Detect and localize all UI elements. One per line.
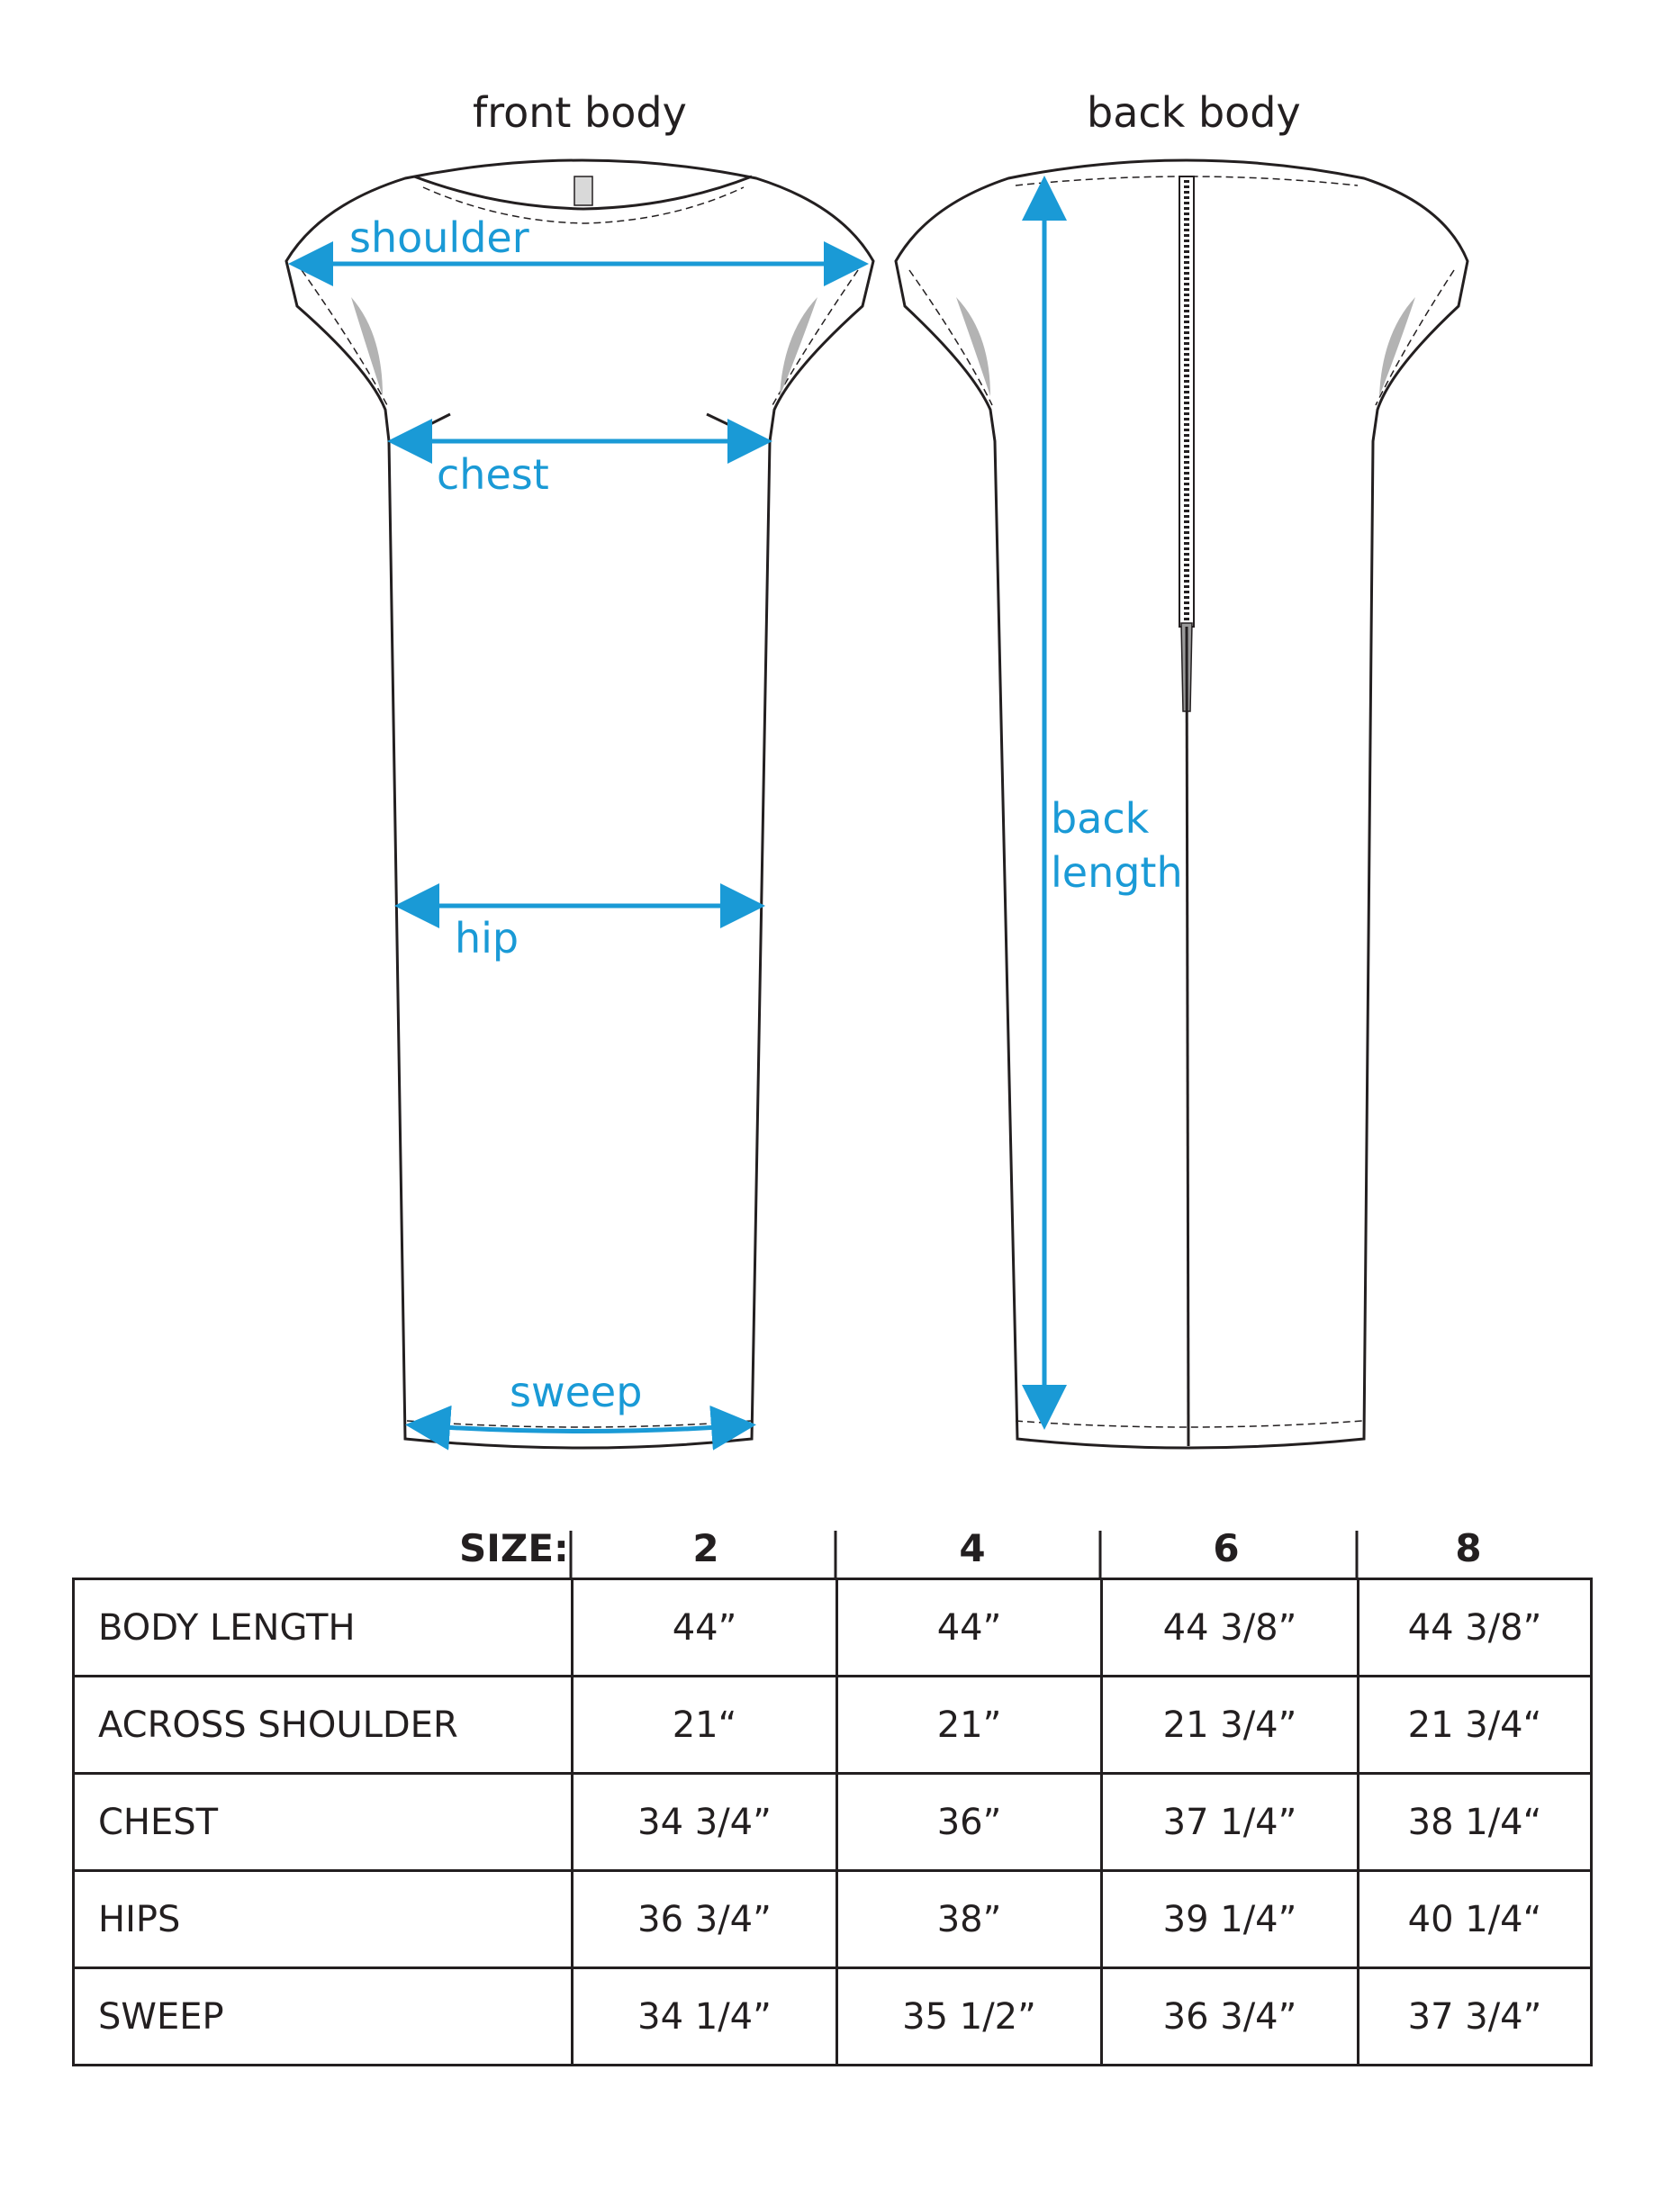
size-header-2: 2 — [692, 1526, 719, 1570]
table-cell: 38 1/4“ — [1359, 1774, 1592, 1871]
back-length-label — [1051, 792, 1183, 900]
front-body-title: front body — [473, 88, 687, 137]
chest-label: chest — [437, 450, 549, 499]
table-cell: 38” — [837, 1871, 1102, 1968]
table-cell: 36” — [837, 1774, 1102, 1871]
size-header-8: 8 — [1455, 1526, 1482, 1570]
size-header-6: 6 — [1213, 1526, 1240, 1570]
table-cell: 21 3/4” — [1102, 1677, 1359, 1774]
table-cell: 37 3/4” — [1359, 1968, 1592, 2066]
table-cell: 35 1/2” — [837, 1968, 1102, 2066]
size-label: SIZE: — [459, 1526, 569, 1570]
table-row — [74, 1968, 1592, 2066]
table-row — [74, 1677, 1592, 1774]
back-zipper-visible — [574, 176, 592, 205]
back-center-seam — [1187, 627, 1188, 1446]
back-length-label-line1: back — [1051, 794, 1150, 843]
row-label-chest: CHEST — [74, 1774, 573, 1871]
back-length-label-line2: length — [1051, 847, 1183, 897]
row-label-across-shoulder: ACROSS SHOULDER — [74, 1677, 573, 1774]
table-cell: 21 3/4“ — [1359, 1677, 1592, 1774]
table-cell: 21“ — [573, 1677, 837, 1774]
table-cell: 36 3/4” — [573, 1871, 837, 1968]
front-body-drawing — [286, 160, 873, 1448]
table-cell: 21” — [837, 1677, 1102, 1774]
table-cell: 44 3/8” — [1359, 1579, 1592, 1677]
sweep-label: sweep — [510, 1368, 643, 1416]
back-body-title: back body — [1087, 88, 1301, 137]
table-cell: 44” — [837, 1579, 1102, 1677]
size-chart-table — [72, 1578, 1593, 2066]
table-row — [74, 1871, 1592, 1968]
table-cell: 44 3/8” — [1102, 1579, 1359, 1677]
table-cell: 36 3/4” — [1102, 1968, 1359, 2066]
table-cell: 39 1/4” — [1102, 1871, 1359, 1968]
hip-label: hip — [455, 914, 519, 963]
shoulder-label: shoulder — [349, 213, 529, 262]
row-label-hips: HIPS — [74, 1871, 573, 1968]
table-cell: 44” — [573, 1579, 837, 1677]
table-cell: 34 1/4” — [573, 1968, 837, 2066]
row-label-sweep: SWEEP — [74, 1968, 573, 2066]
table-row — [74, 1579, 1592, 1677]
table-cell: 34 3/4” — [573, 1774, 837, 1871]
size-header-4: 4 — [959, 1526, 986, 1570]
table-row — [74, 1774, 1592, 1871]
table-cell: 40 1/4“ — [1359, 1871, 1592, 1968]
row-label-body-length: BODY LENGTH — [74, 1579, 573, 1677]
table-cell: 37 1/4” — [1102, 1774, 1359, 1871]
